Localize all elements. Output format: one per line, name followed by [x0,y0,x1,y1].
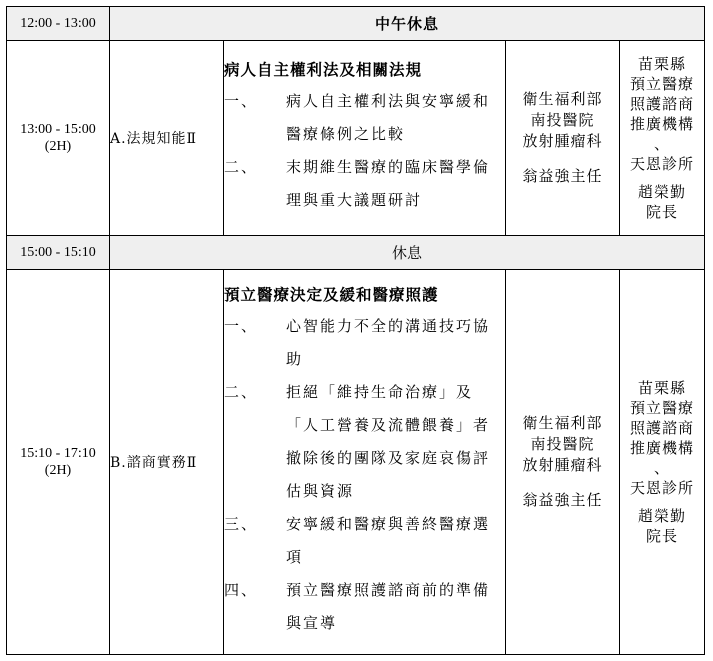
topic-cell [224,41,506,236]
item-text: 拒絕「維持生命治療」及「人工營養及流體餵養」者撤除後的團隊及家庭哀傷評估與資源 [286,383,491,500]
speaker-org: 衛生福利部 [522,414,603,432]
item-number: 二、 [224,158,259,176]
time-cell [7,270,110,655]
speaker-name: 翁益強主任 [522,167,603,185]
host-line: 趙榮勤 [638,183,687,201]
item-number: 二、 [224,383,259,401]
host-line: 天恩診所 [630,155,695,173]
session-a-row [7,41,705,236]
list-item [224,310,505,376]
speaker-org: 衛生福利部 [522,90,603,108]
item-number: 三、 [224,515,259,533]
schedule-table [6,6,705,655]
list-item [224,85,505,151]
item-number: 一、 [224,92,259,110]
topic-title: 預立醫療決定及緩和醫療照護 [224,285,439,304]
host-line: 照護諮商 [630,95,695,113]
time-cell [7,41,110,236]
host-line: 院長 [646,527,679,545]
speaker-cell [506,41,620,236]
category-cell: B.諮商實務Ⅱ [110,270,224,655]
break-label: 休息 [110,236,705,270]
topic-cell [224,270,506,655]
host-line: 苗栗縣 [638,379,687,397]
time-cell: 15:00 - 15:10 [7,236,110,270]
host-line: 推廣機構 [630,115,695,133]
item-text: 預立醫療照護諮商前的準備與宣導 [286,581,491,632]
item-text: 心智能力不全的溝通技巧協助 [286,317,491,368]
time-cell: 12:00 - 13:00 [7,7,110,41]
host-line: 院長 [646,203,679,221]
host-line: 天恩診所 [630,479,695,497]
speaker-cell [506,270,620,655]
host-line: 照護諮商 [630,419,695,437]
speaker-org: 放射腫瘤科 [522,456,603,474]
list-item [224,151,505,217]
break-row [7,236,705,270]
item-text: 末期維生醫療的臨床醫學倫理與重大議題研討 [286,158,491,209]
item-number: 一、 [224,317,259,335]
list-item [224,574,505,640]
host-cell [620,270,705,655]
item-text: 病人自主權利法與安寧緩和醫療條例之比較 [286,92,491,143]
item-number: 四、 [224,581,259,599]
host-line: 、 [654,459,671,477]
session-b-row [7,270,705,655]
host-line: 預立醫療 [630,399,695,417]
speaker-name: 翁益強主任 [522,491,603,509]
lunch-break-row [7,7,705,41]
host-line: 推廣機構 [630,439,695,457]
host-cell [620,41,705,236]
duration: (2H) [44,139,72,154]
list-item [224,508,505,574]
host-line: 趙榮勤 [638,507,687,525]
host-line: 、 [654,135,671,153]
category-cell: A.法規知能Ⅱ [110,41,224,236]
speaker-org: 南投醫院 [530,435,595,453]
list-item [224,376,505,508]
host-line: 苗栗縣 [638,55,687,73]
duration: (2H) [44,463,72,478]
speaker-org: 放射腫瘤科 [522,132,603,150]
host-line: 預立醫療 [630,75,695,93]
topic-title: 病人自主權利法及相關法規 [224,60,423,79]
time-range: 13:00 - 15:00 [20,122,96,137]
time-range: 15:10 - 17:10 [20,446,96,461]
item-text: 安寧緩和醫療與善終醫療選項 [286,515,491,566]
lunch-break-label: 中午休息 [110,7,705,41]
speaker-org: 南投醫院 [530,111,595,129]
